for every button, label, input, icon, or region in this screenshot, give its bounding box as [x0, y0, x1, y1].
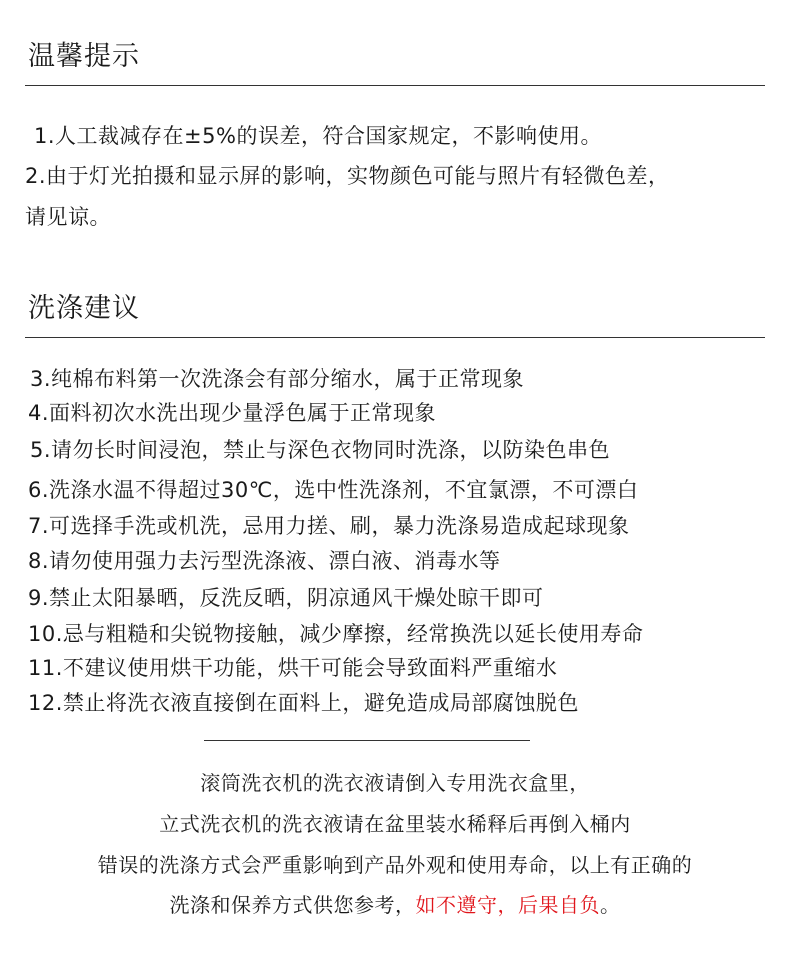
footer-divider [204, 740, 530, 741]
notice-title: 温馨提示 [28, 41, 140, 72]
washing-item: 3.纯棉布料第一次洗涤会有部分缩水，属于正常现象 [30, 367, 525, 391]
washing-item: 7.可选择手洗或机洗，忌用力搓、刷，暴力洗涤易造成起球现象 [28, 514, 630, 538]
notice-line-3: 请见谅。 [25, 205, 111, 229]
washing-item: 12.禁止将洗衣液直接倒在面料上，避免造成局部腐蚀脱色 [28, 691, 579, 715]
washing-divider [25, 337, 765, 338]
footer-line-4-suffix: 。 [600, 893, 621, 917]
washing-item: 6.洗涤水温不得超过30℃，选中性洗涤剂，不宜氯漂，不可漂白 [28, 478, 639, 502]
notice-line-1: 1.人工裁减存在±5%的误差，符合国家规定，不影响使用。 [34, 124, 602, 148]
washing-item: 4.面料初次水洗出现少量浮色属于正常现象 [28, 401, 437, 425]
washing-item: 9.禁止太阳暴晒，反洗反晒，阴凉通风干燥处晾干即可 [28, 586, 544, 610]
washing-item: 5.请勿长时间浸泡，禁止与深色衣物同时洗涤，以防染色串色 [30, 438, 611, 462]
warning-text: 如不遵守，后果自负 [415, 893, 600, 917]
washing-item: 11.不建议使用烘干功能，烘干可能会导致面料严重缩水 [28, 656, 558, 680]
notice-line-2: 2.由于灯光拍摄和显示屏的影响，实物颜色可能与照片有轻微色差， [25, 164, 670, 188]
washing-title: 洗涤建议 [28, 293, 140, 324]
footer-line-1: 滚筒洗衣机的洗衣液请倒入专用洗衣盒里， [200, 771, 590, 795]
notice-divider [25, 85, 765, 86]
washing-item: 8.请勿使用强力去污型洗涤液、漂白液、消毒水等 [28, 549, 501, 573]
footer-line-4-prefix: 洗涤和保养方式供您参考， [169, 893, 416, 917]
footer-line-4 [0, 889, 790, 918]
footer-line-2: 立式洗衣机的洗衣液请在盆里装水稀释后再倒入桶内 [159, 812, 631, 836]
footer-line-3: 错误的洗涤方式会严重影响到产品外观和使用寿命，以上有正确的 [97, 853, 693, 877]
washing-item: 10.忌与粗糙和尖锐物接触，减少摩擦，经常换洗以延长使用寿命 [28, 622, 644, 646]
